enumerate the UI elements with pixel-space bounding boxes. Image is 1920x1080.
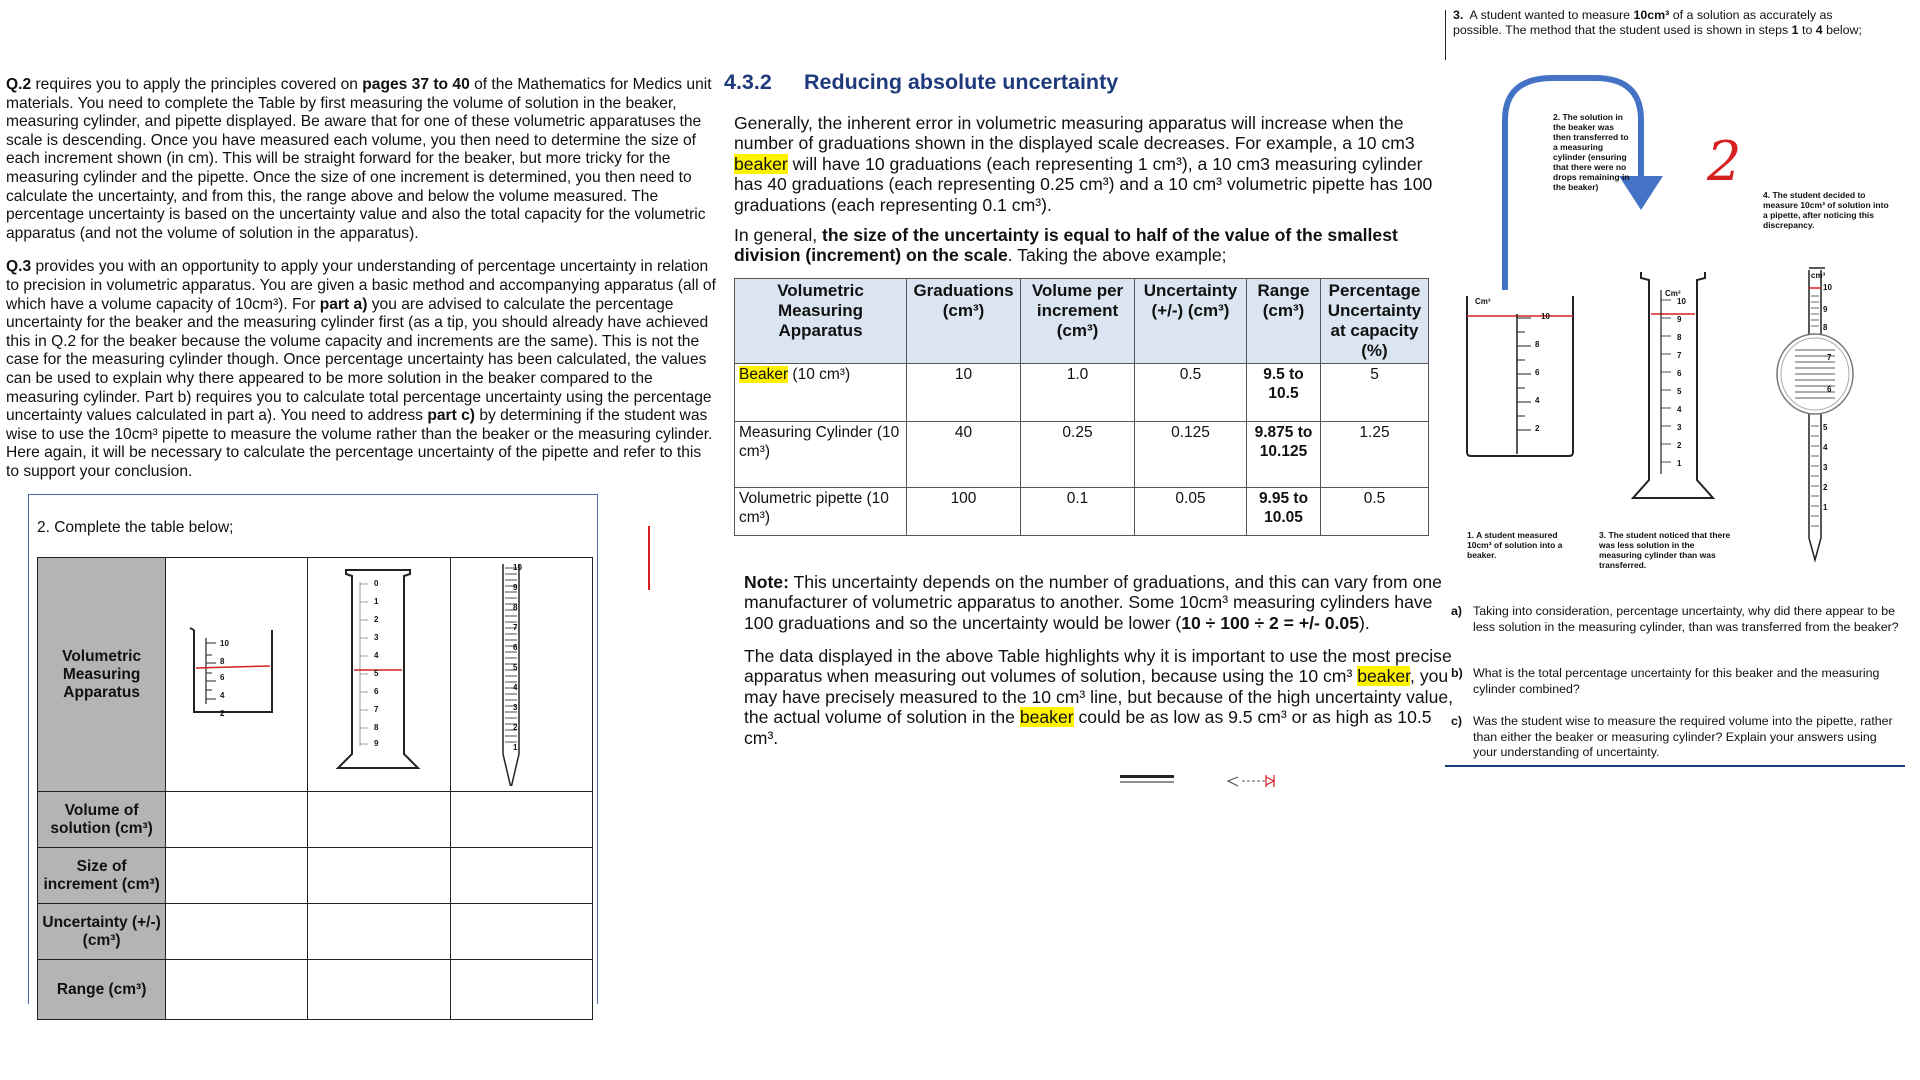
rcyl-tick-1: 1 (1677, 459, 1682, 468)
row-header-uncertainty: Uncertainty (+/-) (cm³) (38, 904, 166, 960)
p3-highlight-beaker-1: beaker (1357, 666, 1411, 687)
middle-section (724, 70, 1454, 748)
beaker-diagram (166, 558, 306, 786)
q2-label: Q.2 (6, 76, 32, 93)
q3-text-e: to (1798, 22, 1816, 37)
cell-range: 9.95 to 10.05 (1247, 488, 1321, 536)
question2-panel (28, 494, 598, 1004)
q2-text-b: of the Mathematics for Medics unit materials. You need to complete the Table by first measuring the volume of solution in the beaker, measuring cylinder, and pipette displayed. Be aware that for one of these volumetric apparatuses the scale is descending. Once you have measured each volume, you then need to determine the size of each increment shown (in cm). This will be straight forward for the beaker, but more tricky for the measuring cylinder and the pipette. Once the size of one increment is determined, you then need to calculate the uncertainty, and from this, the range above and below the volume measured. The percentage uncertainty is based on the uncertainty value and also the total capacity for the volumetric apparatus (and not the volume of solution in the apparatus). (6, 76, 712, 242)
step2-caption: 2. The solution in the beaker was then transferred to a measuring cylinder (ensuring that there were no drops remaining in the beaker) (1553, 112, 1630, 192)
q3-text-c: of a solution as accurately as possible. The method that the student used is shown in steps (1453, 8, 1833, 37)
rpip-tick-3: 3 (1823, 463, 1828, 472)
q3-text-c: by determining if the student was wise to use the 10cm³ pipette to measure the volume rather than the beaker or the measuring cylinder. Here again, it will be necessary to calculate the percentage uncertainty of the pipette and refer to this to support your conclusion. (6, 407, 713, 480)
pip-tick-4: 4 (512, 683, 518, 692)
question-a-text: Taking into consideration, percentage uncertainty, why did there appear to be less solution in the measuring cylinder, than was transferred from the beaker? (1473, 604, 1899, 634)
beaker-diagram-cell (166, 558, 308, 792)
question-b (1451, 666, 1903, 697)
data-paragraph (744, 646, 1463, 748)
answer-table (37, 557, 593, 1020)
q3-text-b: you are advised to calculate the percentage uncertainty for the beaker and the measuring cylinder first (as a tip, you should already have achieved this in Q.2 for the beaker because the volume capacity and increments are the same). This is not the case for the measuring cylinder though. Once percentage uncertainty has been calculated, the values can be used to explain why there appeared to be more solution in the beaker compared to the measuring cylinder. Part b) requires you to calculate total percentage uncertainty using the percentage uncertainty values calculated in part a). You need to address (6, 295, 712, 425)
cell-percentage: 5 (1321, 364, 1429, 422)
pipette-illustration (1777, 268, 1853, 560)
stray-bar-mark (1120, 775, 1174, 778)
cell-uncertainty: 0.05 (1135, 488, 1247, 536)
q2-text-a: requires you to apply the principles covered on (31, 76, 363, 93)
pip-tick-9: 9 (512, 583, 518, 592)
note-paragraph (744, 572, 1463, 633)
p1-text-b: will have 10 graduations (each representing 1 cm³), a 10 cm3 measuring cylinder has 40 graduations (each representing 0.25 cm³) and a 10 cm³ volumetric pipette has 100 graduations (each representing 0.1 cm³). (734, 153, 1433, 215)
cell-volume: 0.1 (1021, 488, 1135, 536)
col-header-range: Range (cm³) (1247, 279, 1321, 364)
step4-caption: 4. The student decided to measure 10cm³ of solution into a pipette, after noticing this discrepancy. (1763, 190, 1889, 230)
pip-tick-2: 2 (512, 723, 518, 732)
pipette-diagram (451, 558, 591, 786)
answer-cell-pipette-volume[interactable] (450, 792, 592, 848)
note-formula: 10 ÷ 100 ÷ 2 = +/- 0.05 (1181, 612, 1359, 633)
cyl-tick-2: 2 (374, 615, 379, 624)
pip-tick-6: 6 (512, 643, 518, 652)
rbeaker-tick-10: 10 (1541, 312, 1550, 321)
beaker-tick-2: 2 (220, 709, 225, 718)
rpip-tick-1: 1 (1823, 503, 1828, 512)
beaker-tick-4: 4 (220, 691, 225, 700)
step1-caption: 1. A student measured 10cm³ of solution into a beaker. (1467, 530, 1563, 560)
rbeaker-tick-4: 4 (1535, 396, 1540, 405)
section-title: Reducing absolute uncertainty (804, 70, 1119, 94)
row-header-range: Range (cm³) (38, 960, 166, 1020)
rcyl-tick-3: 3 (1677, 423, 1682, 432)
p2-text-a: In general, (734, 225, 823, 246)
col-header-volume-increment: Volume per increment (cm³) (1021, 279, 1135, 364)
beaker-tick-6: 6 (220, 673, 225, 682)
answer-cell-beaker-uncertainty[interactable] (166, 904, 308, 960)
rcyl-tick-6: 6 (1677, 369, 1682, 378)
beaker-illustration (1467, 296, 1573, 456)
rcyl-tick-7: 7 (1677, 351, 1682, 360)
uncertainty-table (734, 278, 1429, 536)
cell-percentage: 0.5 (1321, 488, 1429, 536)
pipette-unit: cm³ (1811, 271, 1826, 280)
rbeaker-tick-6: 6 (1535, 368, 1540, 377)
rpip-tick-8: 8 (1823, 323, 1828, 332)
question-a (1451, 604, 1903, 635)
cell-graduations: 10 (907, 364, 1021, 422)
red-margin-mark (648, 526, 650, 590)
question-a-label: a) (1451, 604, 1463, 618)
answer-cell-pipette-increment[interactable] (450, 848, 592, 904)
answer-cell-pipette-range[interactable] (450, 960, 592, 1020)
q3-part-a: part a) (319, 295, 368, 313)
q3-label: Q.3 (6, 258, 32, 276)
p2-text-c: . Taking the above example; (1007, 245, 1227, 266)
beaker-highlight: Beaker (739, 366, 789, 383)
col-header-graduations: Graduations (cm³) (907, 279, 1021, 364)
cylinder-illustration (1633, 272, 1713, 498)
cell-graduations: 100 (907, 488, 1021, 536)
table-row (735, 488, 1429, 536)
cyl-tick-5: 5 (374, 669, 379, 678)
cell-volume: 1.0 (1021, 364, 1135, 422)
p3-highlight-beaker-2: beaker (1019, 707, 1074, 728)
cyl-tick-9: 9 (374, 739, 379, 748)
q3-number: 3. (1453, 8, 1464, 22)
q3-volume: 10cm³ (1633, 8, 1670, 22)
p2-rule-bold: the size of the uncertainty is equal to half of the value of the smallest division (increment) on the scale (734, 225, 1398, 266)
answer-cell-beaker-increment[interactable] (166, 848, 308, 904)
method-diagram (1445, 60, 1915, 580)
table-row (735, 422, 1429, 488)
answer-cell-beaker-range[interactable] (166, 960, 308, 1020)
rpip-tick-2: 2 (1823, 483, 1828, 492)
cell-graduations: 40 (907, 422, 1021, 488)
stray-marks (1120, 765, 1320, 795)
cyl-tick-7: 7 (374, 705, 379, 714)
note-text-c: ). (1358, 612, 1370, 633)
rbeaker-tick-2: 2 (1535, 424, 1540, 433)
cell-uncertainty: 0.5 (1135, 364, 1247, 422)
beaker-tick-10: 10 (220, 639, 230, 648)
answer-cell-beaker-volume[interactable] (166, 792, 308, 848)
cyl-tick-6: 6 (374, 687, 379, 696)
row-header-apparatus: Volumetric Measuring Apparatus (38, 558, 166, 792)
cyl-tick-0: 0 (374, 579, 379, 588)
col-header-percentage: Percentage Uncertainty at capacity (%) (1321, 279, 1429, 364)
cell-uncertainty: 0.125 (1135, 422, 1247, 488)
question-c-label: c) (1451, 714, 1463, 728)
q2-pages: pages 37 to 40 (362, 76, 470, 93)
rcyl-tick-2: 2 (1677, 441, 1682, 450)
cell-apparatus: Measuring Cylinder (10 cm³) (735, 422, 907, 488)
pipette-diagram-cell (450, 558, 592, 792)
cyl-tick-4: 4 (374, 651, 379, 660)
cylinder-diagram (308, 558, 448, 786)
rcyl-tick-10: 10 (1677, 297, 1686, 306)
rpip-tick-6: 6 (1827, 385, 1832, 394)
question-c (1451, 714, 1903, 761)
cyl-tick-1: 1 (374, 597, 379, 606)
left-instructions (6, 76, 716, 496)
section-number: 4.3.2 (724, 70, 772, 94)
beaker-tick-8: 8 (220, 657, 225, 666)
q3-step-start: 1 (1791, 22, 1799, 37)
pip-tick-10: 10 (512, 563, 522, 572)
pip-tick-8: 8 (512, 603, 518, 612)
q3-text-a: A student wanted to measure (1469, 8, 1634, 22)
pip-tick-3: 3 (512, 703, 518, 712)
cell-apparatus-text: (10 cm³) (788, 366, 851, 383)
beaker-unit: Cm³ (1475, 297, 1491, 306)
rpip-tick-4: 4 (1823, 443, 1828, 452)
q3-text-a: provides you with an opportunity to apply your understanding of percentage uncertainty in relation to precision in volumetric apparatus. You are given a basic method and accompanying apparatus (all of which have a volume capacity of 10cm³). For (6, 258, 716, 313)
section-heading (724, 70, 1444, 95)
answer-cell-pipette-uncertainty[interactable] (450, 904, 592, 960)
arrow-icon (1228, 777, 1238, 786)
rcyl-tick-9: 9 (1677, 315, 1682, 324)
cell-apparatus: Volumetric pipette (10 cm³) (735, 488, 907, 536)
q3-intro (1453, 8, 1873, 37)
row-header-increment: Size of increment (cm³) (38, 848, 166, 904)
rpip-tick-5: 5 (1823, 423, 1828, 432)
answer-cell-cylinder-uncertainty[interactable] (308, 904, 450, 960)
cylinder-unit: Cm³ (1665, 289, 1681, 298)
q3-paragraph (6, 258, 716, 481)
q3-text-g: below; (1822, 22, 1862, 37)
question-c-text: Was the student wise to measure the required volume into the pipette, rather than either the beaker or measuring cylinder? Explain your answers using your understanding of uncertainty. (1473, 714, 1893, 760)
step3-caption: 3. The student noticed that there was less solution in the measuring cylinder than was transferred. (1599, 530, 1731, 570)
pip-tick-5: 5 (512, 663, 518, 672)
intro-paragraph (734, 113, 1444, 215)
cell-range: 9.5 to 10.5 (1247, 364, 1321, 422)
q2-paragraph (6, 76, 716, 243)
cell-volume: 0.25 (1021, 422, 1135, 488)
p3-text-c: could be as low as 9.5 cm³ or as high as 10.5 cm³. (744, 707, 1432, 748)
cyl-tick-3: 3 (374, 633, 379, 642)
question-b-label: b) (1451, 666, 1463, 680)
answer-cell-cylinder-range[interactable] (308, 960, 450, 1020)
p3-text-b: , you may have precisely measured to the 10 cm³ line, but because of the high uncertainty value, the actual volume of solution in the (744, 666, 1454, 728)
pip-tick-7: 7 (512, 623, 518, 632)
cell-apparatus (735, 364, 907, 422)
cell-range: 9.875 to 10.125 (1247, 422, 1321, 488)
answer-cell-cylinder-increment[interactable] (308, 848, 450, 904)
rbeaker-tick-8: 8 (1535, 340, 1540, 349)
cyl-tick-8: 8 (374, 723, 379, 732)
pip-tick-1: 1 (512, 743, 518, 752)
cylinder-diagram-cell (308, 558, 450, 792)
q3-part-c: part c) (427, 407, 475, 425)
answer-cell-cylinder-volume[interactable] (308, 792, 450, 848)
q3-bottom-rule (1445, 765, 1905, 767)
rpip-tick-10: 10 (1823, 283, 1832, 292)
rcyl-tick-8: 8 (1677, 333, 1682, 342)
q3-left-rule (1445, 10, 1446, 60)
handwritten-mark: 2 (1707, 130, 1742, 193)
p3-text-a: The data displayed in the above Table highlights why it is important to use the most precise apparatus when measuring out volumes of solution, because using the 10 cm³ (744, 646, 1452, 687)
rcyl-tick-4: 4 (1677, 405, 1682, 414)
rpip-tick-7: 7 (1827, 353, 1832, 362)
row-header-volume: Volume of solution (cm³) (38, 792, 166, 848)
question3-panel (1445, 0, 1920, 770)
rpip-tick-9: 9 (1823, 305, 1828, 314)
rule-paragraph (734, 225, 1444, 266)
col-header-apparatus: Volumetric Measuring Apparatus (735, 279, 907, 364)
cell-percentage: 1.25 (1321, 422, 1429, 488)
note-label: Note: (744, 572, 789, 592)
col-header-uncertainty: Uncertainty (+/-) (cm³) (1135, 279, 1247, 364)
table2-heading: 2. Complete the table below; (37, 519, 234, 536)
table-row (735, 364, 1429, 422)
rcyl-tick-5: 5 (1677, 387, 1682, 396)
p1-highlight-beaker: beaker (734, 153, 788, 174)
question-b-text: What is the total percentage uncertainty for this beaker and the measuring cylinder combined? (1473, 666, 1880, 696)
p1-text-a: Generally, the inherent error in volumetric measuring apparatus will increase when the number of graduations shown in the displayed scale decreases. For example, a 10 cm3 (734, 113, 1415, 154)
note-text-a: This uncertainty depends on the number of graduations, and this can vary from one manufacturer of volumetric apparatus to another. Some 10cm³ measuring cylinders have 100 graduations and so the uncertainty would be lower ( (744, 572, 1442, 633)
red-marker-icon (1266, 775, 1274, 787)
q3-step-end: 4 (1815, 22, 1823, 37)
